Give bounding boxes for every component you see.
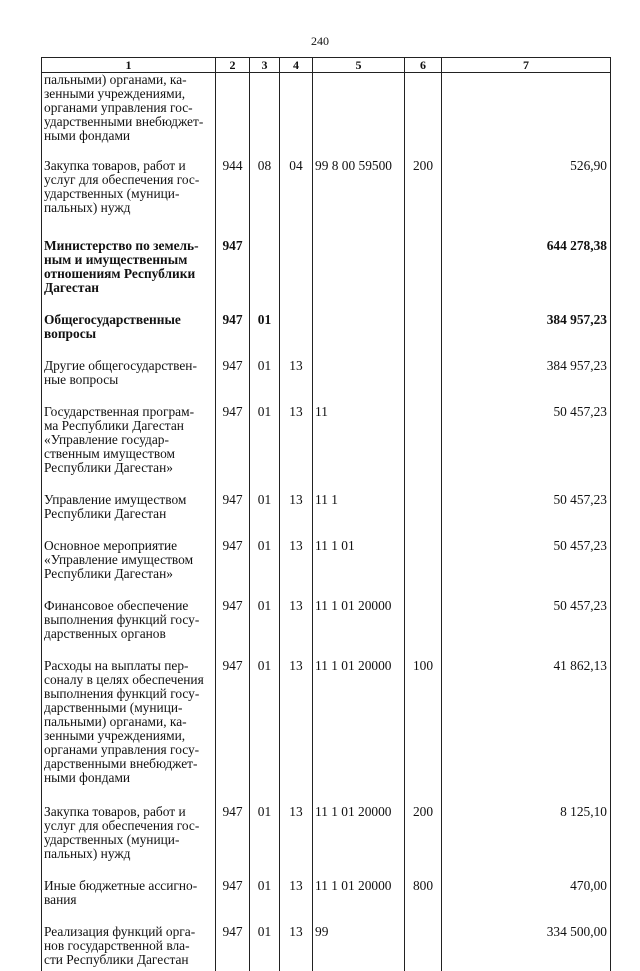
- subsection-code: [280, 307, 313, 353]
- section-code: 01: [250, 307, 280, 353]
- description-line: вания: [44, 893, 215, 907]
- page-number: 240: [0, 34, 640, 49]
- description-line: Республики Дагестан»: [44, 567, 215, 581]
- subsection-code: [280, 73, 313, 154]
- section-code: 01: [250, 653, 280, 799]
- row-description: [42, 353, 216, 399]
- description-line: сти Республики Дагестан: [44, 953, 215, 967]
- description-line: дарственных органов: [44, 627, 215, 641]
- row-description: [42, 153, 216, 233]
- subsection-code: 13: [280, 799, 313, 873]
- description-line: Другие общегосударствен-: [44, 359, 215, 373]
- ministry-code: [216, 73, 250, 154]
- description-line: Республики Дагестан: [44, 507, 215, 521]
- expense-type-code: 200: [405, 153, 442, 233]
- amount: 50 457,23: [442, 593, 611, 653]
- description-line: Закупка товаров, работ и: [44, 159, 215, 173]
- amount: 8 125,10: [442, 799, 611, 873]
- description-line: Дагестан: [44, 281, 215, 295]
- amount: 470,00: [442, 873, 611, 919]
- description-line: Закупка товаров, работ и: [44, 805, 215, 819]
- expense-type-code: [405, 73, 442, 154]
- ministry-code: 947: [216, 399, 250, 487]
- row-description: [42, 233, 216, 307]
- subsection-code: [280, 233, 313, 307]
- ministry-code: 947: [216, 233, 250, 307]
- amount: 50 457,23: [442, 533, 611, 593]
- row-description: [42, 487, 216, 533]
- subsection-code: 13: [280, 487, 313, 533]
- ministry-code: 947: [216, 919, 250, 971]
- row-description: [42, 399, 216, 487]
- expense-type-code: [405, 353, 442, 399]
- section-code: 01: [250, 533, 280, 593]
- description-line: ными фондами: [44, 129, 215, 143]
- table-row: [42, 919, 611, 971]
- column-header: 3: [250, 58, 280, 73]
- section-code: 01: [250, 873, 280, 919]
- target-article-code: [313, 353, 405, 399]
- subsection-code: 04: [280, 153, 313, 233]
- table-row: [42, 487, 611, 533]
- subsection-code: 13: [280, 353, 313, 399]
- expense-type-code: [405, 919, 442, 971]
- ministry-code: 947: [216, 533, 250, 593]
- description-line: услуг для обеспечения гос-: [44, 173, 215, 187]
- expense-type-code: [405, 593, 442, 653]
- subsection-code: 13: [280, 919, 313, 971]
- table-row: [42, 153, 611, 233]
- target-article-code: 99: [313, 919, 405, 971]
- description-line: «Управление государ-: [44, 433, 215, 447]
- table-row: [42, 307, 611, 353]
- description-line: ным и имущественным: [44, 253, 215, 267]
- section-code: 01: [250, 919, 280, 971]
- budget-table: [41, 57, 611, 971]
- subsection-code: 13: [280, 399, 313, 487]
- subsection-code: 13: [280, 873, 313, 919]
- target-article-code: 11 1 01: [313, 533, 405, 593]
- table-header-row: [42, 58, 611, 73]
- subsection-code: 13: [280, 593, 313, 653]
- target-article-code: 11 1 01 20000: [313, 873, 405, 919]
- description-line: Управление имуществом: [44, 493, 215, 507]
- table-row: [42, 73, 611, 154]
- description-line: Республики Дагестан»: [44, 461, 215, 475]
- amount: 526,90: [442, 153, 611, 233]
- target-article-code: [313, 233, 405, 307]
- table-body: [42, 73, 611, 971]
- description-line: пальными) органами, ка-: [44, 73, 215, 87]
- row-description: [42, 307, 216, 353]
- description-line: услуг для обеспечения гос-: [44, 819, 215, 833]
- column-header: 6: [405, 58, 442, 73]
- expense-type-code: [405, 533, 442, 593]
- description-line: Министерство по земель-: [44, 239, 215, 253]
- expense-type-code: [405, 399, 442, 487]
- target-article-code: 11 1 01 20000: [313, 799, 405, 873]
- subsection-code: 13: [280, 533, 313, 593]
- amount: 384 957,23: [442, 307, 611, 353]
- row-description: [42, 593, 216, 653]
- target-article-code: 11: [313, 399, 405, 487]
- table-row: [42, 593, 611, 653]
- expense-type-code: 200: [405, 799, 442, 873]
- row-description: [42, 919, 216, 971]
- table-row: [42, 799, 611, 873]
- description-line: органами управления гос-: [44, 101, 215, 115]
- ministry-code: 944: [216, 153, 250, 233]
- ministry-code: 947: [216, 487, 250, 533]
- amount: 334 500,00: [442, 919, 611, 971]
- column-header: 5: [313, 58, 405, 73]
- description-line: Общегосударственные: [44, 313, 215, 327]
- table-row: [42, 399, 611, 487]
- expense-type-code: 800: [405, 873, 442, 919]
- description-line: дарственными внебюджет-: [44, 757, 215, 771]
- ministry-code: 947: [216, 653, 250, 799]
- column-header: 4: [280, 58, 313, 73]
- expense-type-code: [405, 233, 442, 307]
- expense-type-code: 100: [405, 653, 442, 799]
- amount: 384 957,23: [442, 353, 611, 399]
- description-line: Расходы на выплаты пер-: [44, 659, 215, 673]
- description-line: отношениям Республики: [44, 267, 215, 281]
- target-article-code: 11 1 01 20000: [313, 653, 405, 799]
- description-line: пальных) нужд: [44, 847, 215, 861]
- description-line: Основное мероприятие: [44, 539, 215, 553]
- table-row: [42, 353, 611, 399]
- description-line: ственным имуществом: [44, 447, 215, 461]
- row-description: [42, 799, 216, 873]
- amount: 41 862,13: [442, 653, 611, 799]
- description-line: пальными) органами, ка-: [44, 715, 215, 729]
- row-description: [42, 533, 216, 593]
- ministry-code: 947: [216, 593, 250, 653]
- row-description: [42, 73, 216, 154]
- row-description: [42, 873, 216, 919]
- amount: 50 457,23: [442, 399, 611, 487]
- description-line: ма Республики Дагестан: [44, 419, 215, 433]
- section-code: [250, 73, 280, 154]
- expense-type-code: [405, 307, 442, 353]
- ministry-code: 947: [216, 353, 250, 399]
- section-code: 01: [250, 487, 280, 533]
- ministry-code: 947: [216, 307, 250, 353]
- row-description: [42, 653, 216, 799]
- ministry-code: 947: [216, 799, 250, 873]
- table-row: [42, 533, 611, 593]
- subsection-code: 13: [280, 653, 313, 799]
- section-code: 01: [250, 399, 280, 487]
- table-row: [42, 233, 611, 307]
- column-header: 2: [216, 58, 250, 73]
- description-line: органами управления госу-: [44, 743, 215, 757]
- table-row: [42, 653, 611, 799]
- table-row: [42, 873, 611, 919]
- section-code: [250, 233, 280, 307]
- description-line: Государственная програм-: [44, 405, 215, 419]
- section-code: 01: [250, 799, 280, 873]
- description-line: дарственными (муници-: [44, 701, 215, 715]
- target-article-code: 11 1: [313, 487, 405, 533]
- description-line: выполнения функций госу-: [44, 613, 215, 627]
- target-article-code: 99 8 00 59500: [313, 153, 405, 233]
- section-code: 01: [250, 593, 280, 653]
- description-line: ударственными внебюджет-: [44, 115, 215, 129]
- description-line: ными фондами: [44, 771, 215, 785]
- description-line: выполнения функций госу-: [44, 687, 215, 701]
- section-code: 08: [250, 153, 280, 233]
- description-line: Иные бюджетные ассигно-: [44, 879, 215, 893]
- ministry-code: 947: [216, 873, 250, 919]
- description-line: «Управление имуществом: [44, 553, 215, 567]
- description-line: ные вопросы: [44, 373, 215, 387]
- description-line: ударственных (муници-: [44, 833, 215, 847]
- target-article-code: [313, 307, 405, 353]
- target-article-code: 11 1 01 20000: [313, 593, 405, 653]
- description-line: нов государственной вла-: [44, 939, 215, 953]
- target-article-code: [313, 73, 405, 154]
- column-header: 7: [442, 58, 611, 73]
- description-line: пальных) нужд: [44, 201, 215, 215]
- section-code: 01: [250, 353, 280, 399]
- amount: 644 278,38: [442, 233, 611, 307]
- amount: 50 457,23: [442, 487, 611, 533]
- description-line: Финансовое обеспечение: [44, 599, 215, 613]
- description-line: зенными учреждениями,: [44, 729, 215, 743]
- expense-type-code: [405, 487, 442, 533]
- description-line: зенными учреждениями,: [44, 87, 215, 101]
- description-line: Реализация функций орга-: [44, 925, 215, 939]
- description-line: вопросы: [44, 327, 215, 341]
- description-line: ударственных (муници-: [44, 187, 215, 201]
- column-header: 1: [42, 58, 216, 73]
- description-line: соналу в целях обеспечения: [44, 673, 215, 687]
- amount: [442, 73, 611, 154]
